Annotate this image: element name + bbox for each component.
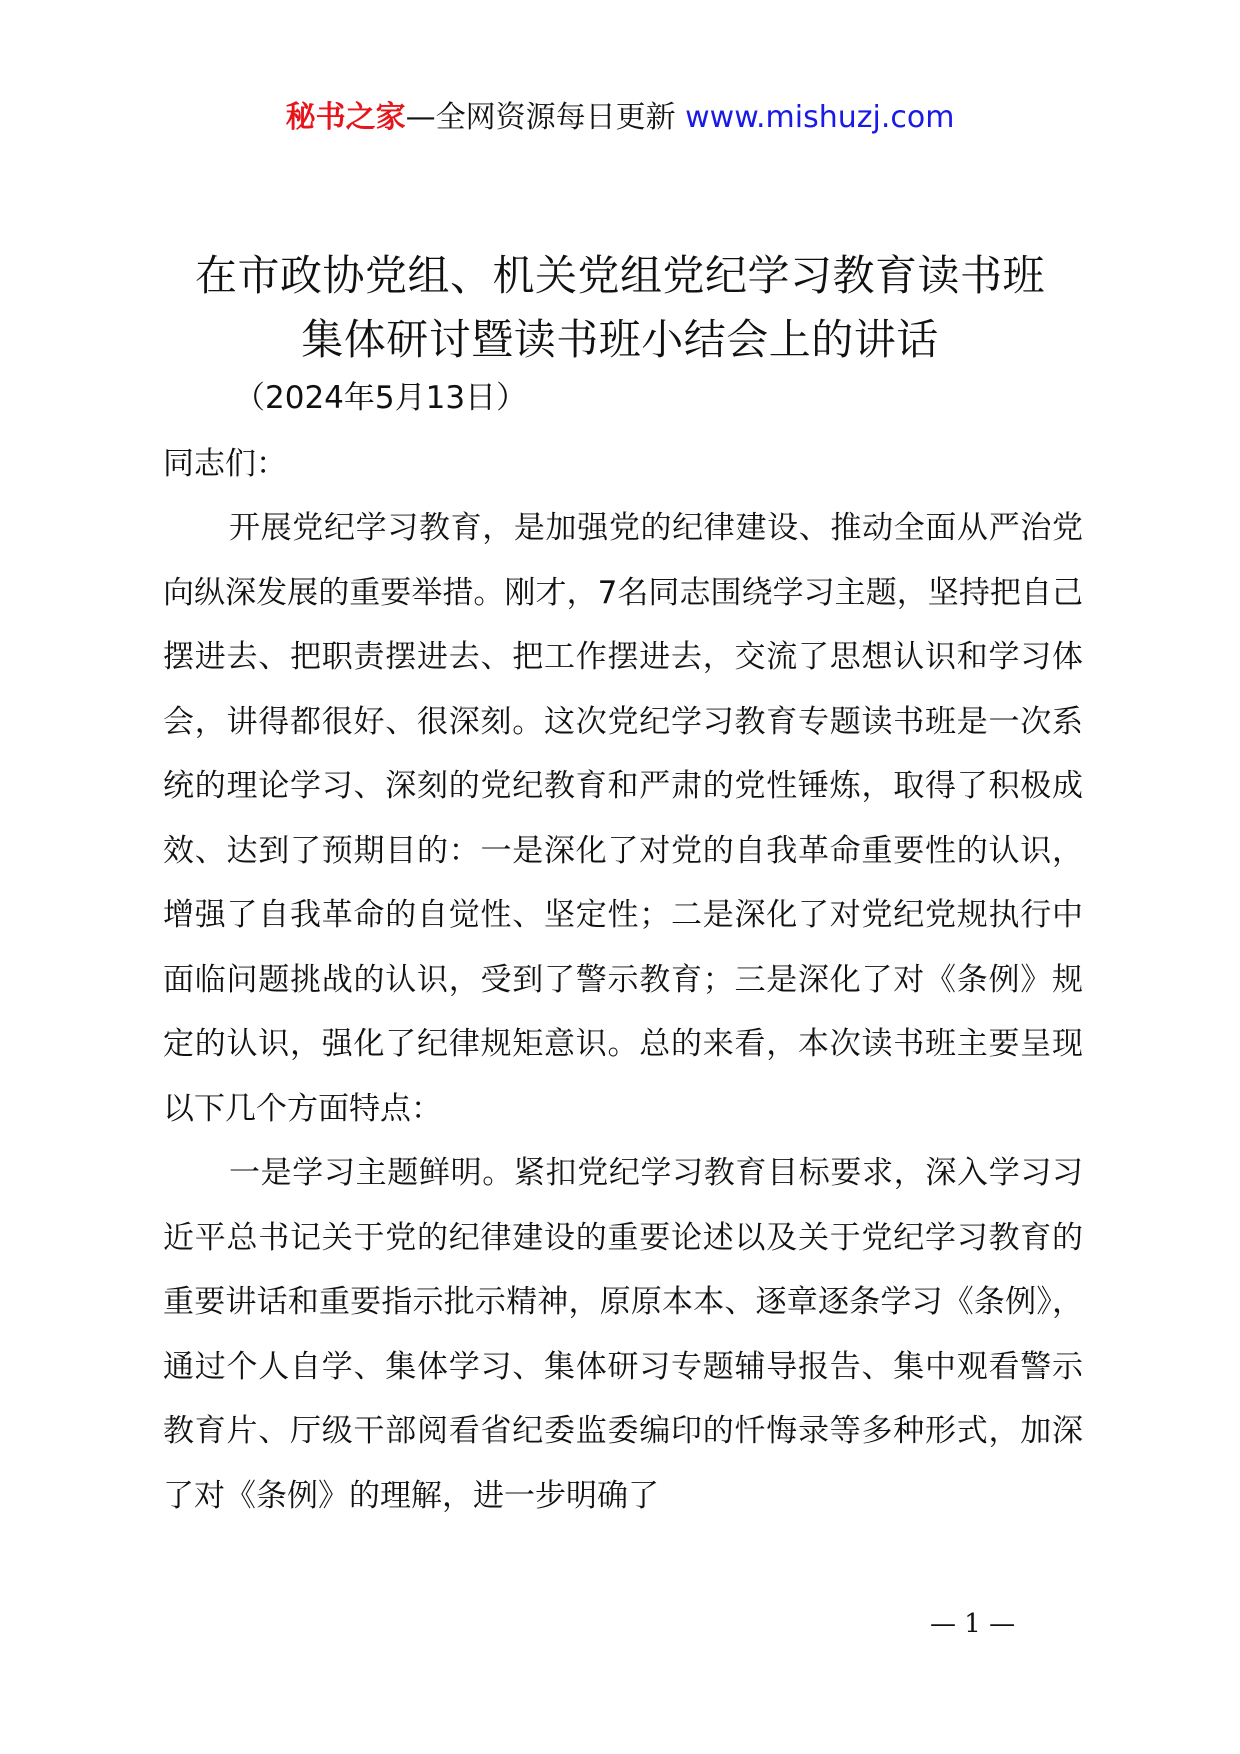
title-line-1: 在市政协党组、机关党组党纪学习教育读书班 xyxy=(194,251,1045,300)
site-banner xyxy=(0,98,1240,138)
greeting: 同志们： xyxy=(163,446,287,482)
banner-tagline: —全网资源每日更新 xyxy=(405,100,676,135)
document-title xyxy=(0,244,1240,372)
site-url-link[interactable]: www.mishuzj.com xyxy=(685,100,955,135)
document-body xyxy=(163,496,1083,1528)
paragraph-1: 开展党纪学习教育，是加强党的纪律建设、推动全面从严治党向纵深发展的重要举措。刚才，7名同志围绕学习主题，坚持把自己摆进去、把职责摆进去、把工作摆进去，交流了思想认识和学习体会，讲得都很好、很深刻。这次党纪学习教育专题读书班是一次系统的理论学习、深刻的党纪教育和严肃的党性锤炼，取得了积极成效、达到了预期目的：一是深化了对党的自我革命重要性的认识，增强了自我革命的自觉性、坚定性；二是深化了对党纪党规执行中面临问题挑战的认识，受到了警示教育；三是深化了对《条例》规定的认识，强化了纪律规矩意识。总的来看，本次读书班主要呈现以下几个方面特点： xyxy=(163,510,1083,1127)
paragraph-2: 一是学习主题鲜明。紧扣党纪学习教育目标要求，深入学习习近平总书记关于党的纪律建设的重要论述以及关于党纪学习教育的重要讲话和重要指示批示精神，原原本本、逐章逐条学习《条例》，通过个人自学、集体学习、集体研习专题辅导报告、集中观看警示教育片、厅级干部阅看省纪委监委编印的忏悔录等多种形式，加深了对《条例》的理解，进一步明确了 xyxy=(163,1155,1083,1514)
speech-date: （2024年5月13日） xyxy=(234,380,528,416)
brand-name: 秘书之家 xyxy=(285,100,406,135)
page-number: — 1 — xyxy=(930,1609,1016,1639)
title-line-2: 集体研讨暨读书班小结会上的讲话 xyxy=(301,315,939,364)
